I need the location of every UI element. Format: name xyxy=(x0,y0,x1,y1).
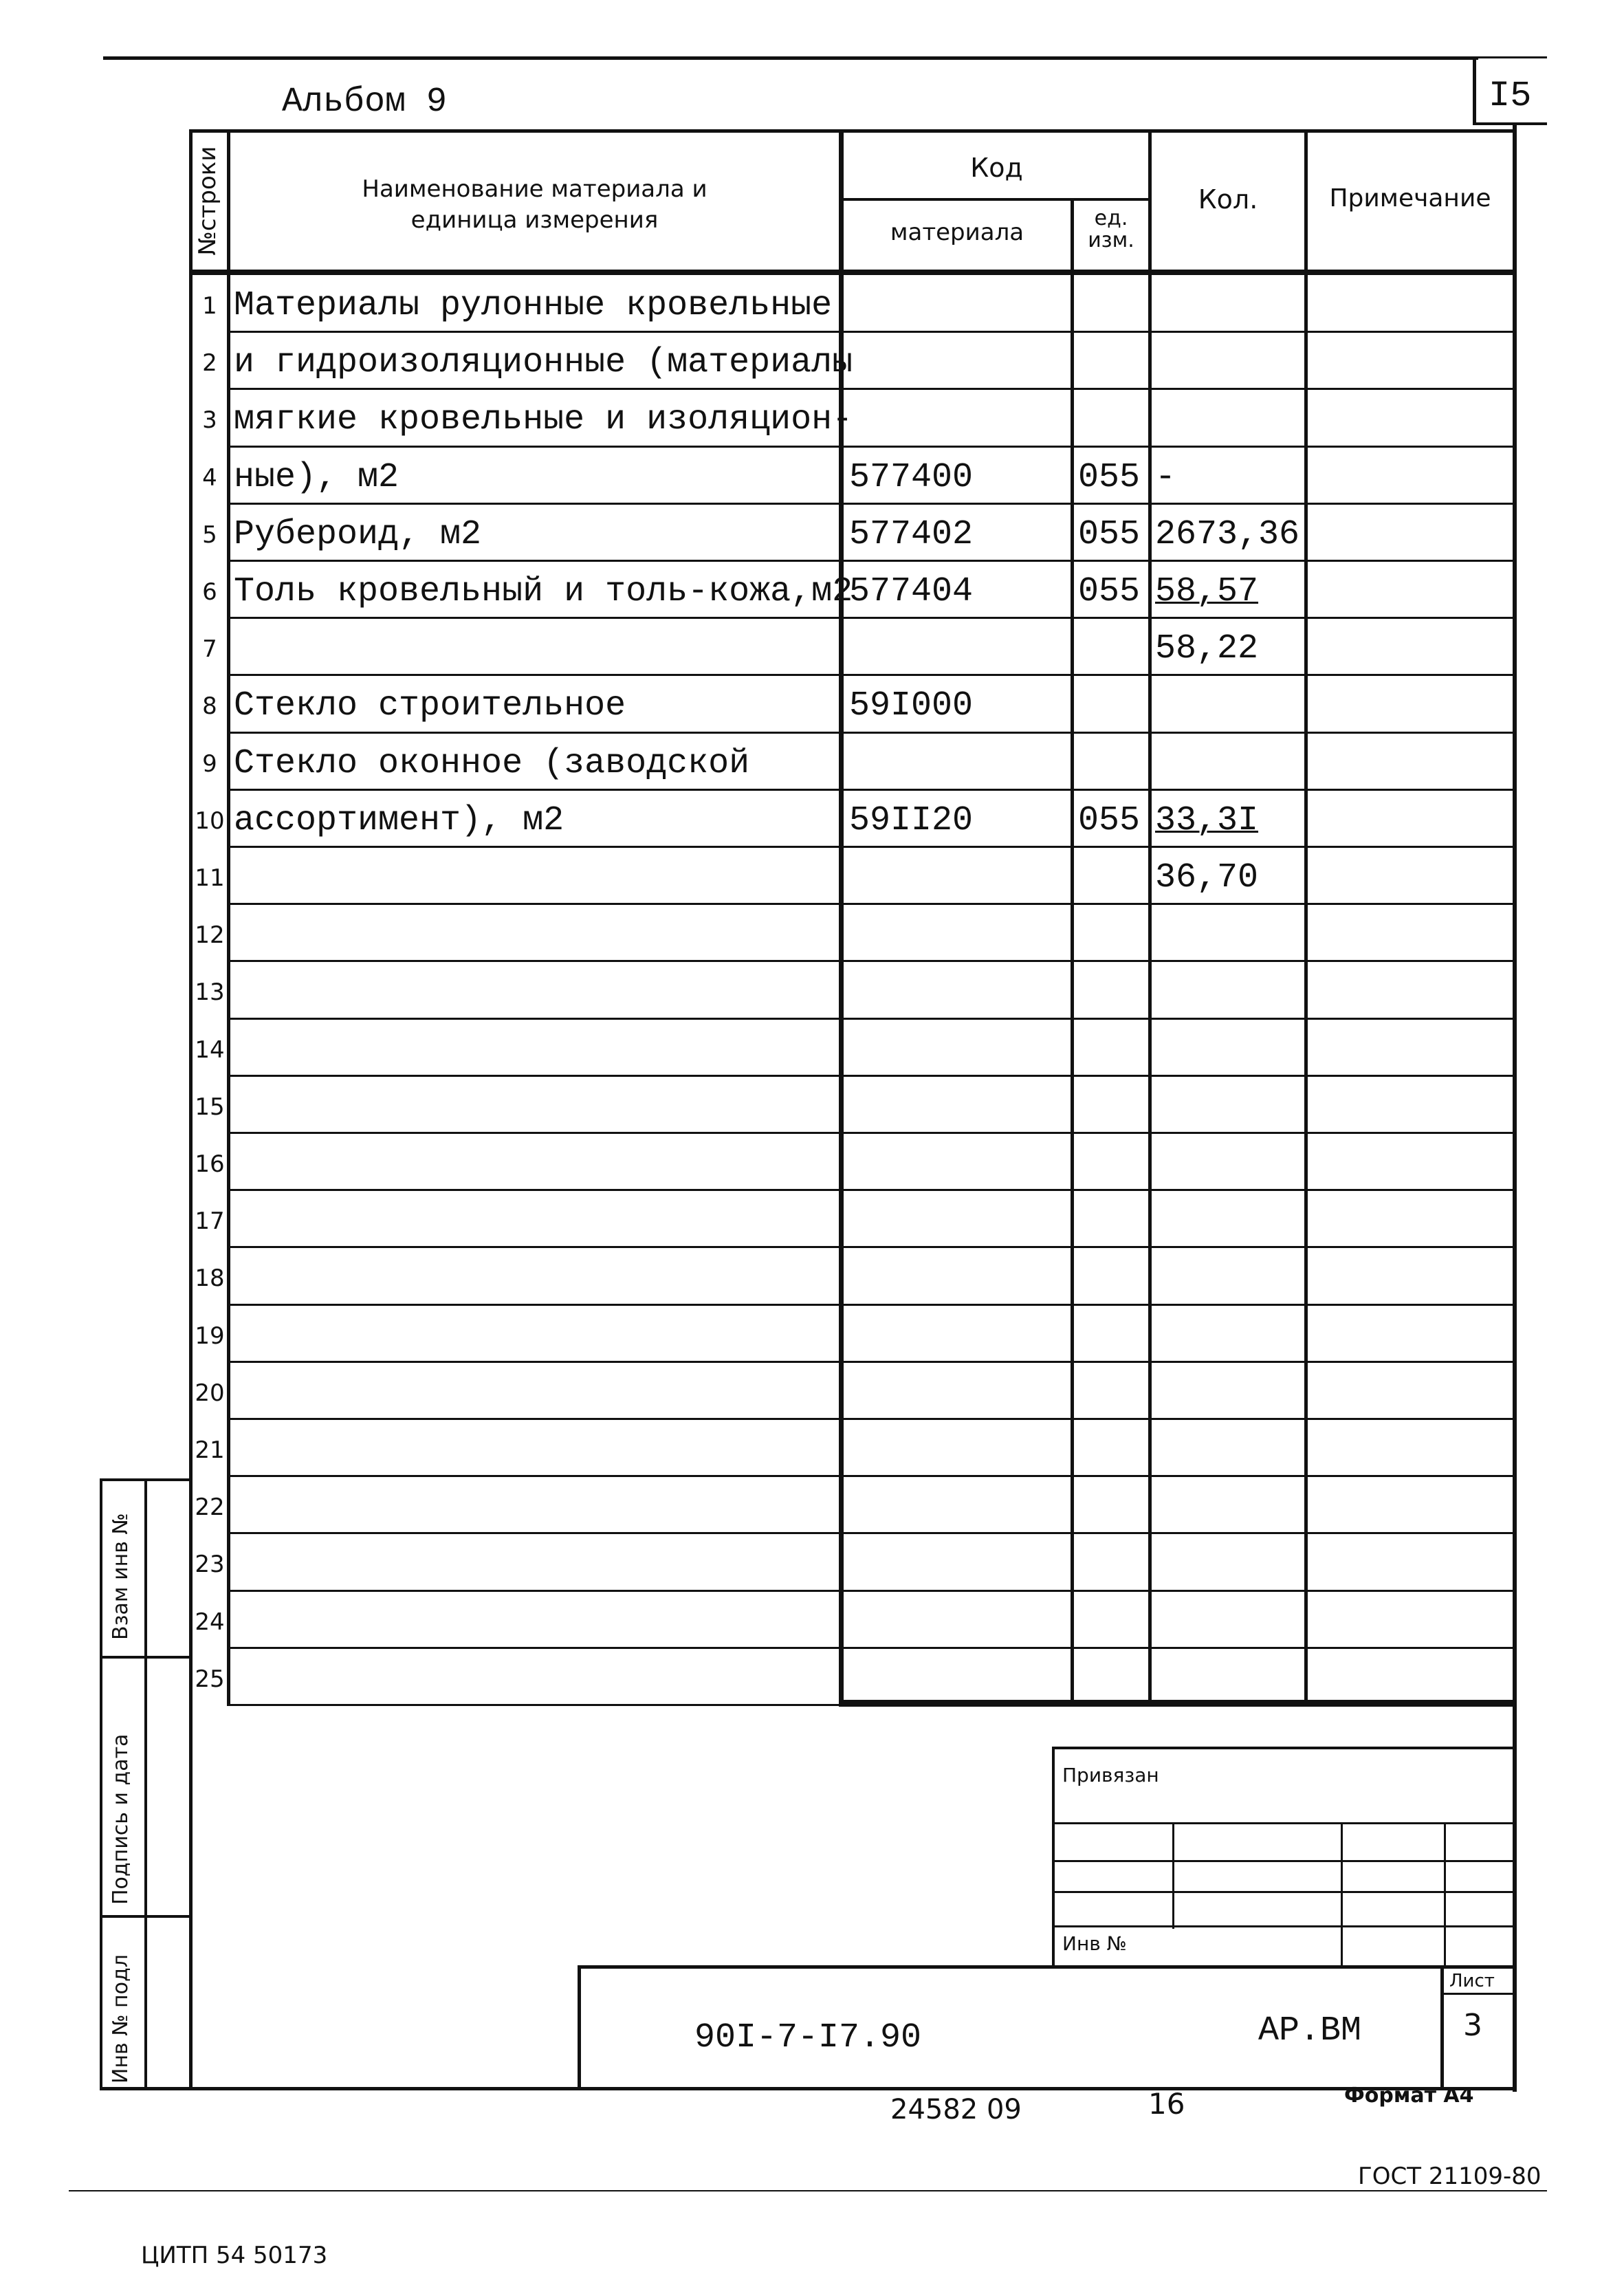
header-code: Код xyxy=(970,153,1023,183)
header-qty: Кол. xyxy=(1198,184,1258,215)
row-number: 10 xyxy=(195,807,225,835)
frame-right xyxy=(1513,125,1517,2092)
cell-quantity: 33,3I xyxy=(1155,800,1259,840)
row-rule xyxy=(227,503,1516,505)
page-number: I5 xyxy=(1489,76,1532,116)
tb-sheet-split xyxy=(1440,1993,1516,1995)
row-number: 13 xyxy=(195,979,225,1007)
cell-material-name: Материалы рулонные кровельные xyxy=(234,286,833,325)
tb-grid-h4 xyxy=(1052,1925,1516,1927)
cell-material-name: Толь кровельный и толь-кожа,м2 xyxy=(234,572,853,611)
row-number: 11 xyxy=(195,864,225,892)
tb-inv-no: Инв № xyxy=(1062,1932,1127,1955)
side-stamp-vzam: Взам инв № xyxy=(109,1513,133,1640)
tb-privyazan: Привязан xyxy=(1062,1764,1159,1786)
tb-grid-h2 xyxy=(1052,1860,1516,1862)
row-rule xyxy=(227,1132,1516,1134)
header-code-material: материала xyxy=(890,219,1024,246)
tb-privyazan-top xyxy=(1052,1747,1516,1749)
header-code-unit-line1: ед. xyxy=(1094,206,1128,230)
row-number: 3 xyxy=(202,406,217,435)
row-rule xyxy=(227,674,1516,676)
row-number: 21 xyxy=(195,1436,225,1464)
cell-quantity: 58,22 xyxy=(1155,629,1259,669)
footer-rule xyxy=(69,2190,1547,2191)
top-rule-right xyxy=(1478,56,1547,58)
row-rule xyxy=(227,732,1516,734)
cell-material-name: и гидроизоляционные (материалы xyxy=(234,343,853,383)
col-sep-unit xyxy=(1148,131,1152,1705)
row-rule xyxy=(227,1018,1516,1020)
top-rule xyxy=(103,56,1478,60)
page-number-box-left xyxy=(1473,56,1476,125)
cell-material-name: Рубероид, м2 xyxy=(234,514,482,554)
table-bottom-thin xyxy=(227,1704,839,1706)
row-number: 8 xyxy=(202,692,217,721)
cell-material-code: 577404 xyxy=(849,572,974,611)
row-rule xyxy=(227,617,1516,619)
row-rule xyxy=(227,1532,1516,1534)
row-rule xyxy=(227,846,1516,848)
table-header-top xyxy=(189,129,1516,133)
row-number: 24 xyxy=(195,1608,225,1636)
row-rule xyxy=(227,388,1516,390)
row-rule xyxy=(227,1189,1516,1191)
tb-grid-h1 xyxy=(1052,1822,1516,1824)
table-bottom xyxy=(839,1700,1516,1707)
row-number: 15 xyxy=(195,1093,225,1121)
row-rule xyxy=(227,1075,1516,1077)
page-number-box-bottom xyxy=(1473,122,1547,125)
row-rule xyxy=(227,1418,1516,1420)
row-rule xyxy=(227,560,1516,562)
row-number: 2 xyxy=(202,349,217,378)
tb-grid-h3 xyxy=(1052,1891,1516,1893)
tb-grid-v3 xyxy=(1444,1822,1446,1967)
cell-quantity: 2673,36 xyxy=(1155,514,1300,554)
table-header-bottom xyxy=(189,270,1516,275)
cell-material-code: 59I000 xyxy=(849,686,974,726)
tb-sheet-label: Лист xyxy=(1449,1971,1495,1991)
row-number: 5 xyxy=(202,521,217,549)
header-name-line1: Наименование материала и xyxy=(362,175,707,203)
side-stamp-bottom xyxy=(100,2087,1516,2090)
tb-main-left xyxy=(578,1965,581,2090)
tb-designation: 90I-7-I7.90 xyxy=(694,2018,922,2057)
side-stamp-sep1 xyxy=(100,1656,193,1659)
row-rule xyxy=(227,446,1516,448)
cell-unit-code: 055 xyxy=(1078,514,1141,554)
tb-sheet-left xyxy=(1440,1965,1444,2090)
side-stamp-sep2 xyxy=(100,1915,193,1918)
tb-grid-v2 xyxy=(1341,1822,1343,1967)
header-name-line2: единица измерения xyxy=(410,206,659,234)
row-rule xyxy=(227,903,1516,905)
row-rule xyxy=(227,1361,1516,1363)
row-number: 18 xyxy=(195,1265,225,1293)
tb-section: АР.ВМ xyxy=(1258,2011,1362,2051)
tb-main-top xyxy=(578,1965,1516,1969)
row-number: 1 xyxy=(202,292,217,320)
cell-material-code: 577402 xyxy=(849,514,974,554)
footer-gost: ГОСТ 21109-80 xyxy=(1358,2163,1541,2190)
side-stamp-top xyxy=(100,1478,193,1481)
footer-order-no: 24582 09 xyxy=(890,2094,1022,2125)
row-rule xyxy=(227,1590,1516,1592)
side-stamp-outer xyxy=(100,1478,102,2090)
cell-material-code: 577400 xyxy=(849,457,974,497)
album-title: Альбом 9 xyxy=(282,83,448,122)
row-rule xyxy=(227,331,1516,333)
cell-quantity: - xyxy=(1155,457,1176,497)
row-number: 6 xyxy=(202,578,217,606)
side-stamp-inv-podl: Инв № подл xyxy=(109,1954,133,2084)
row-number: 7 xyxy=(202,635,217,664)
footer-printer: ЦИТП 54 50173 xyxy=(141,2242,328,2269)
cell-material-name: Стекло строительное xyxy=(234,686,626,726)
cell-unit-code: 055 xyxy=(1078,800,1141,840)
cell-material-name: ассортимент), м2 xyxy=(234,800,564,840)
col-sep-rowno xyxy=(227,131,230,1705)
row-number: 22 xyxy=(195,1494,225,1522)
cell-material-name: мягкие кровельные и изоляцион- xyxy=(234,400,853,440)
row-number: 19 xyxy=(195,1322,225,1350)
cell-unit-code: 055 xyxy=(1078,572,1141,611)
tb-grid-v1 xyxy=(1172,1822,1174,1929)
footer-page: 16 xyxy=(1148,2087,1185,2121)
side-stamp-podpis: Подпись и дата xyxy=(109,1734,133,1905)
header-row-no: №строки xyxy=(194,146,221,256)
row-number: 9 xyxy=(202,750,217,778)
cell-material-name: Стекло оконное (заводской xyxy=(234,743,750,783)
header-note: Примечание xyxy=(1329,184,1491,212)
cell-material-code: 59II20 xyxy=(849,800,974,840)
footer-format: Формат А4 xyxy=(1344,2084,1474,2108)
row-number: 14 xyxy=(195,1036,225,1064)
row-number: 4 xyxy=(202,463,217,492)
code-header-split xyxy=(839,198,1152,201)
row-rule xyxy=(227,1475,1516,1477)
row-number: 25 xyxy=(195,1665,225,1693)
tb-sheet-no: 3 xyxy=(1463,2008,1482,2043)
col-sep-qty xyxy=(1304,131,1308,1705)
row-rule xyxy=(227,1246,1516,1248)
cell-unit-code: 055 xyxy=(1078,457,1141,497)
row-rule xyxy=(227,960,1516,962)
row-number: 12 xyxy=(195,921,225,950)
col-sep-code xyxy=(1071,199,1074,1705)
tb-privyazan-left xyxy=(1052,1747,1055,1967)
cell-quantity: 36,70 xyxy=(1155,858,1259,897)
cell-material-name: ные), м2 xyxy=(234,457,399,497)
row-rule xyxy=(227,789,1516,791)
side-stamp-inner xyxy=(144,1478,147,2090)
row-number: 16 xyxy=(195,1150,225,1178)
cell-quantity: 58,57 xyxy=(1155,572,1259,611)
row-number: 23 xyxy=(195,1551,225,1579)
row-number: 17 xyxy=(195,1207,225,1236)
header-code-unit-line2: изм. xyxy=(1088,228,1134,252)
row-rule xyxy=(227,1647,1516,1649)
row-number: 20 xyxy=(195,1379,225,1407)
row-rule xyxy=(227,1304,1516,1306)
